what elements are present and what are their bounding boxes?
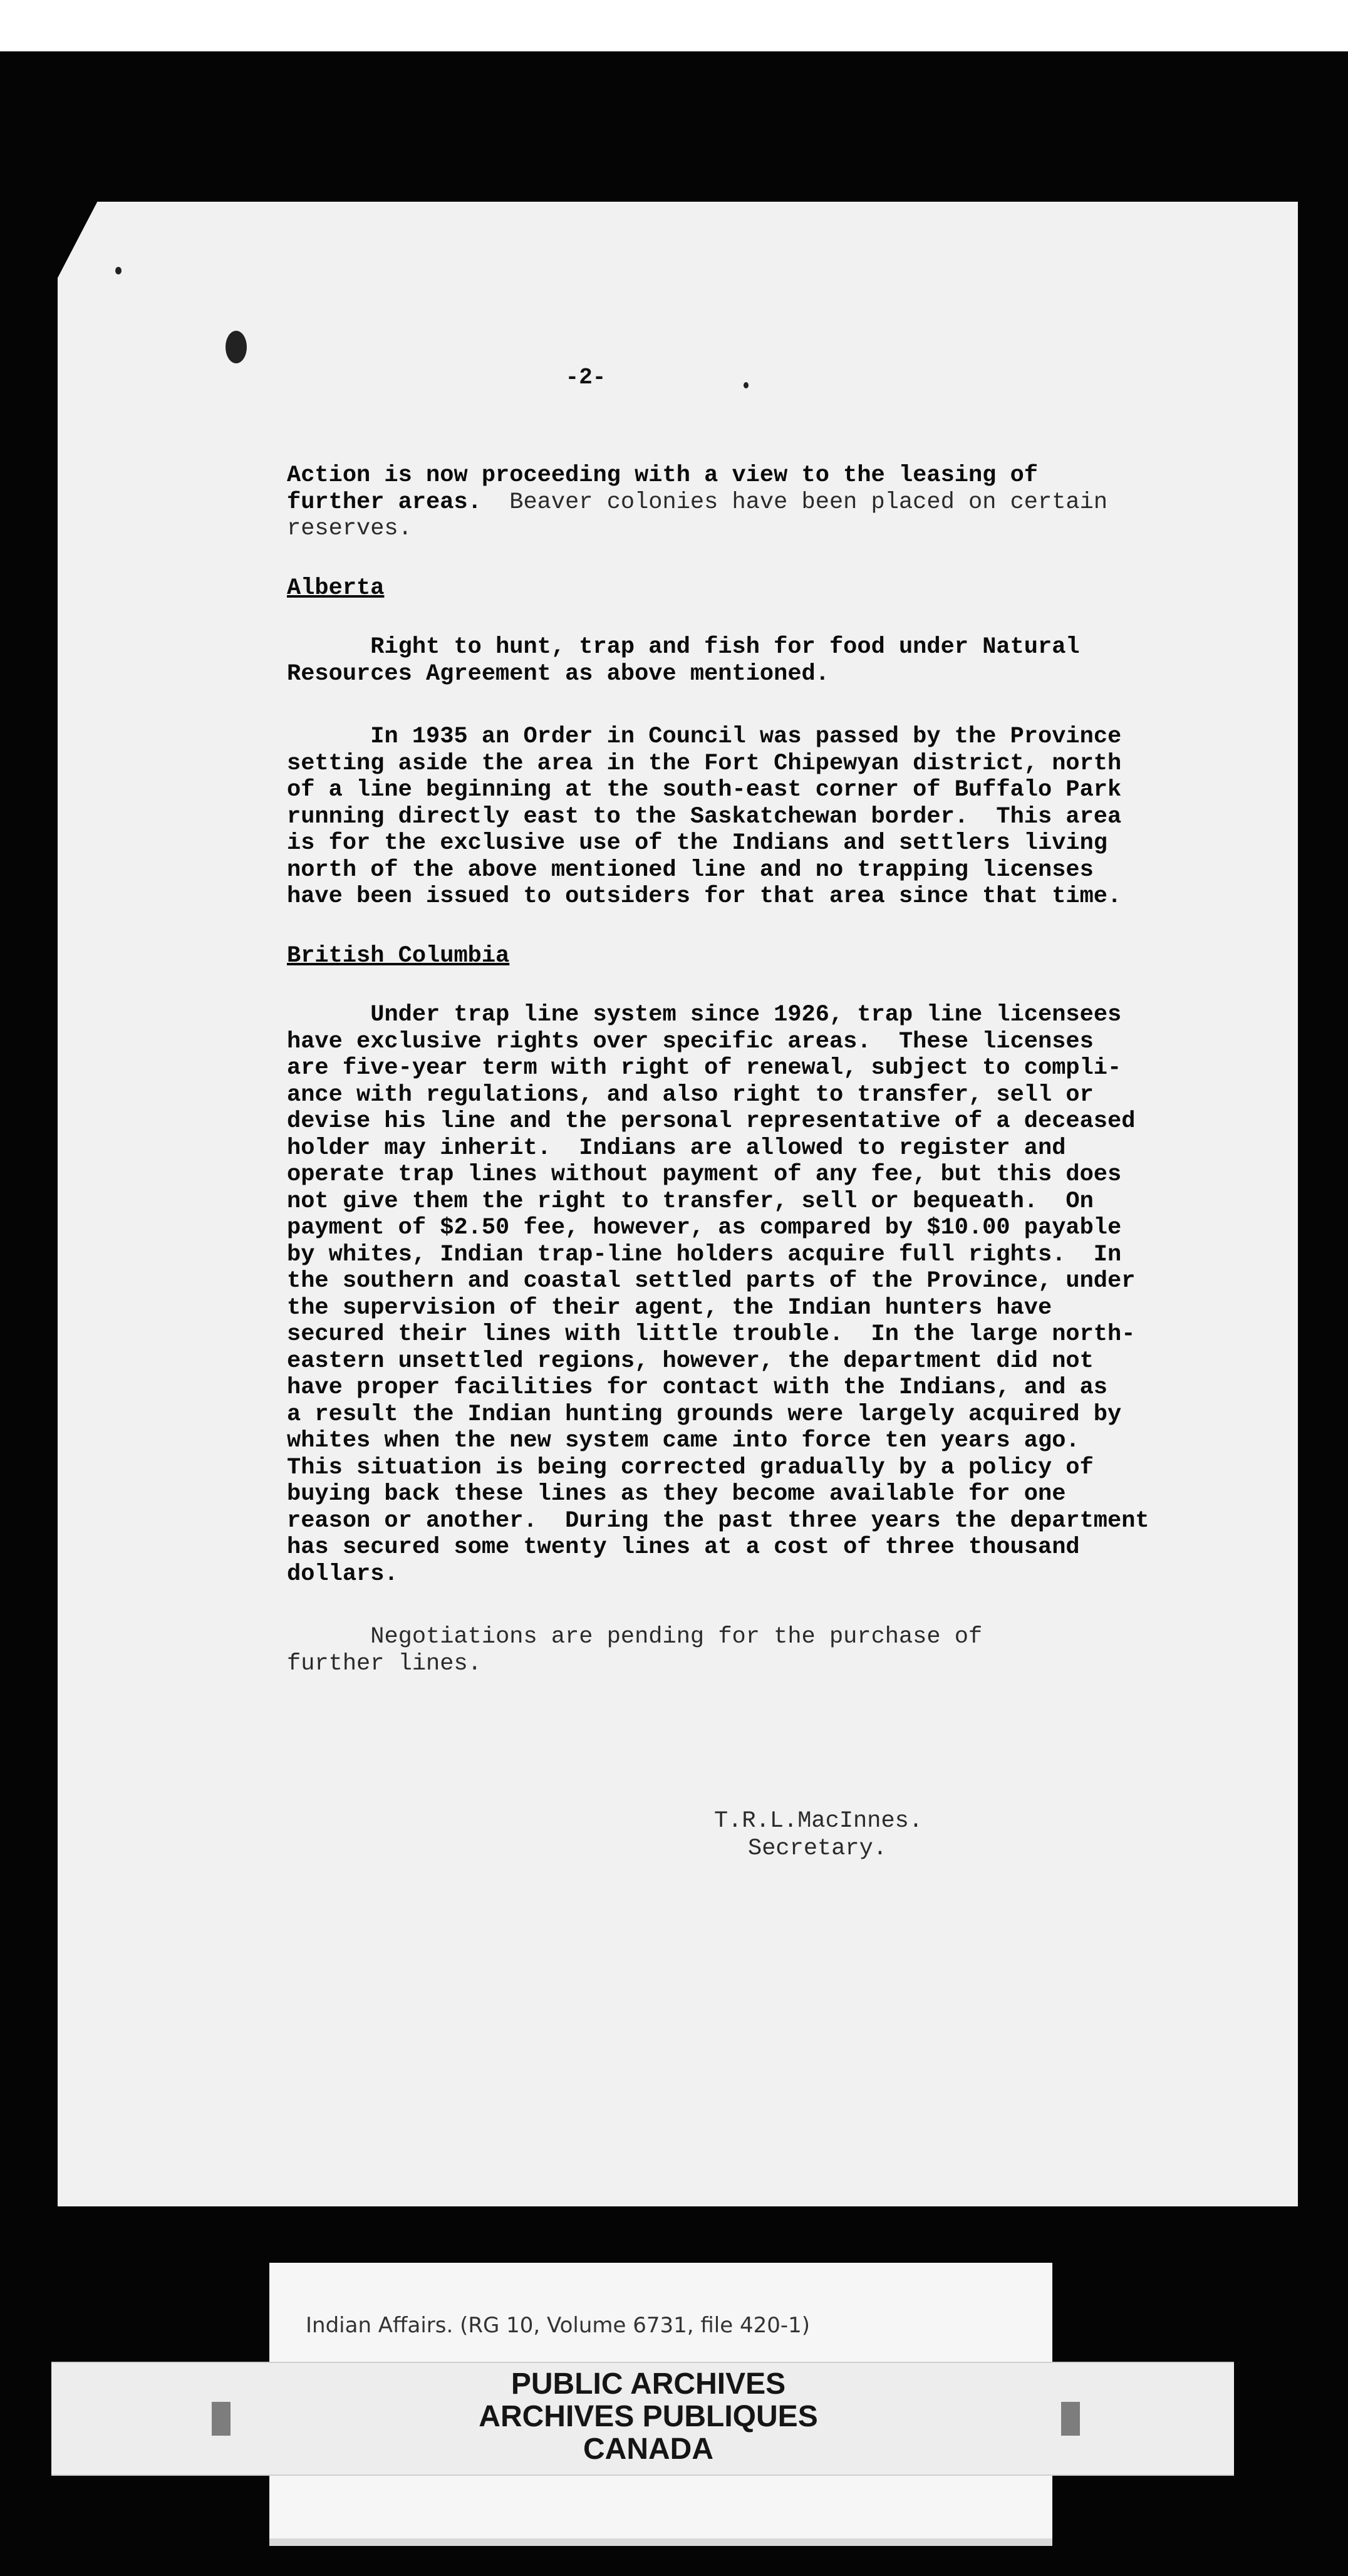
- paragraph-text: Under trap line system since 1926, trap line licensees have exclusive rights over specific areas. These licenses are five-year term with right of renewal, subject to compli- ance with regulations, and also right to transfer, sell or devise his line and the personal representative of a deceased holder may inherit. Indians are allowed to register and operate trap lines without payment of any fee, but this does not give them the right to transfer, sell or bequeath. On payment of $2.50 fee, however, as compared by $10.00 payable by whites, Indian trap-line holders acquire full rights. In the southern and coastal settled parts of the Province, under the supervision of their agent, the Indian hunters have secured their lines with little trouble. In the large north- eastern unsettled regions, however, the department did not have proper facilities for contact with the Indians, and as a result the Indian hunting grounds were largely acquired by whites when the new system came into force ten years ago. This situation is being corrected gradually by a policy of buying back these lines as they become available for one reason or another. During the past three years the department has secured some twenty lines at a cost of three thousand dollars.: [287, 1002, 1149, 1587]
- body-paragraph: [287, 1002, 1289, 1587]
- paragraph-text: In 1935 an Order in Council was passed by the Province setting aside the area in the Fort Chipewyan district, north of a line beginning at the south-east corner of Buffalo Park running directly east to the Saskatchewan border. This area is for the exclusive use of the Indians and settlers living north of the above mentioned line and no trapping licenses have been issued to outsiders for that area since that time.: [287, 724, 1122, 910]
- paragraph-gap: [287, 969, 1289, 1002]
- archive-stamp: [388, 2368, 908, 2466]
- signatory-name: T.R.L.MacInnes.: [714, 1808, 923, 1834]
- paragraph-text: Right to hunt, trap and fish for food under Natural Resources Agreement as above mentioned.: [287, 634, 1080, 687]
- body-paragraph: [287, 462, 1289, 543]
- paragraph-text: Negotiations are pending for the purchase of further lines.: [287, 1624, 983, 1677]
- paper-speck: [226, 331, 247, 363]
- body-paragraph: [287, 724, 1289, 910]
- paragraph-gap: [287, 601, 1289, 634]
- band-notch-right: [1061, 2402, 1080, 2436]
- top-white-strip: [0, 0, 1348, 51]
- section-heading: [287, 575, 1289, 602]
- paragraph-gap: [287, 687, 1289, 724]
- stamp-line: ARCHIVES PUBLIQUES: [479, 2400, 818, 2433]
- paragraph-text: Action is now proceeding with a view to the leasing of further areas.: [287, 462, 1038, 516]
- paragraph-gap: [287, 543, 1289, 575]
- archive-citation: Indian Affairs. (RG 10, Volume 6731, file 420-1): [306, 2313, 811, 2338]
- paper-speck: [744, 382, 749, 388]
- letter-body: [287, 462, 1289, 1677]
- body-paragraph: [287, 634, 1289, 687]
- paper-speck: [115, 267, 122, 274]
- body-paragraph: [287, 1624, 1289, 1677]
- section-heading-text: British Columbia: [287, 942, 510, 969]
- paragraph-gap: [287, 1587, 1289, 1624]
- paragraph-text: Beaver colonies have been placed on certain reserves.: [287, 489, 1108, 542]
- signatory-title: Secretary.: [748, 1836, 888, 1862]
- stamp-line: PUBLIC ARCHIVES: [511, 2367, 786, 2401]
- signature-block: [714, 1807, 1090, 1862]
- label-bottom-edge: [269, 2538, 1052, 2546]
- band-notch-left: [212, 2402, 231, 2436]
- paragraph-gap: [287, 910, 1289, 943]
- stamp-line: CANADA: [583, 2433, 713, 2466]
- page-number: -2-: [565, 365, 606, 390]
- section-heading-text: Alberta: [287, 574, 385, 601]
- section-heading: [287, 943, 1289, 970]
